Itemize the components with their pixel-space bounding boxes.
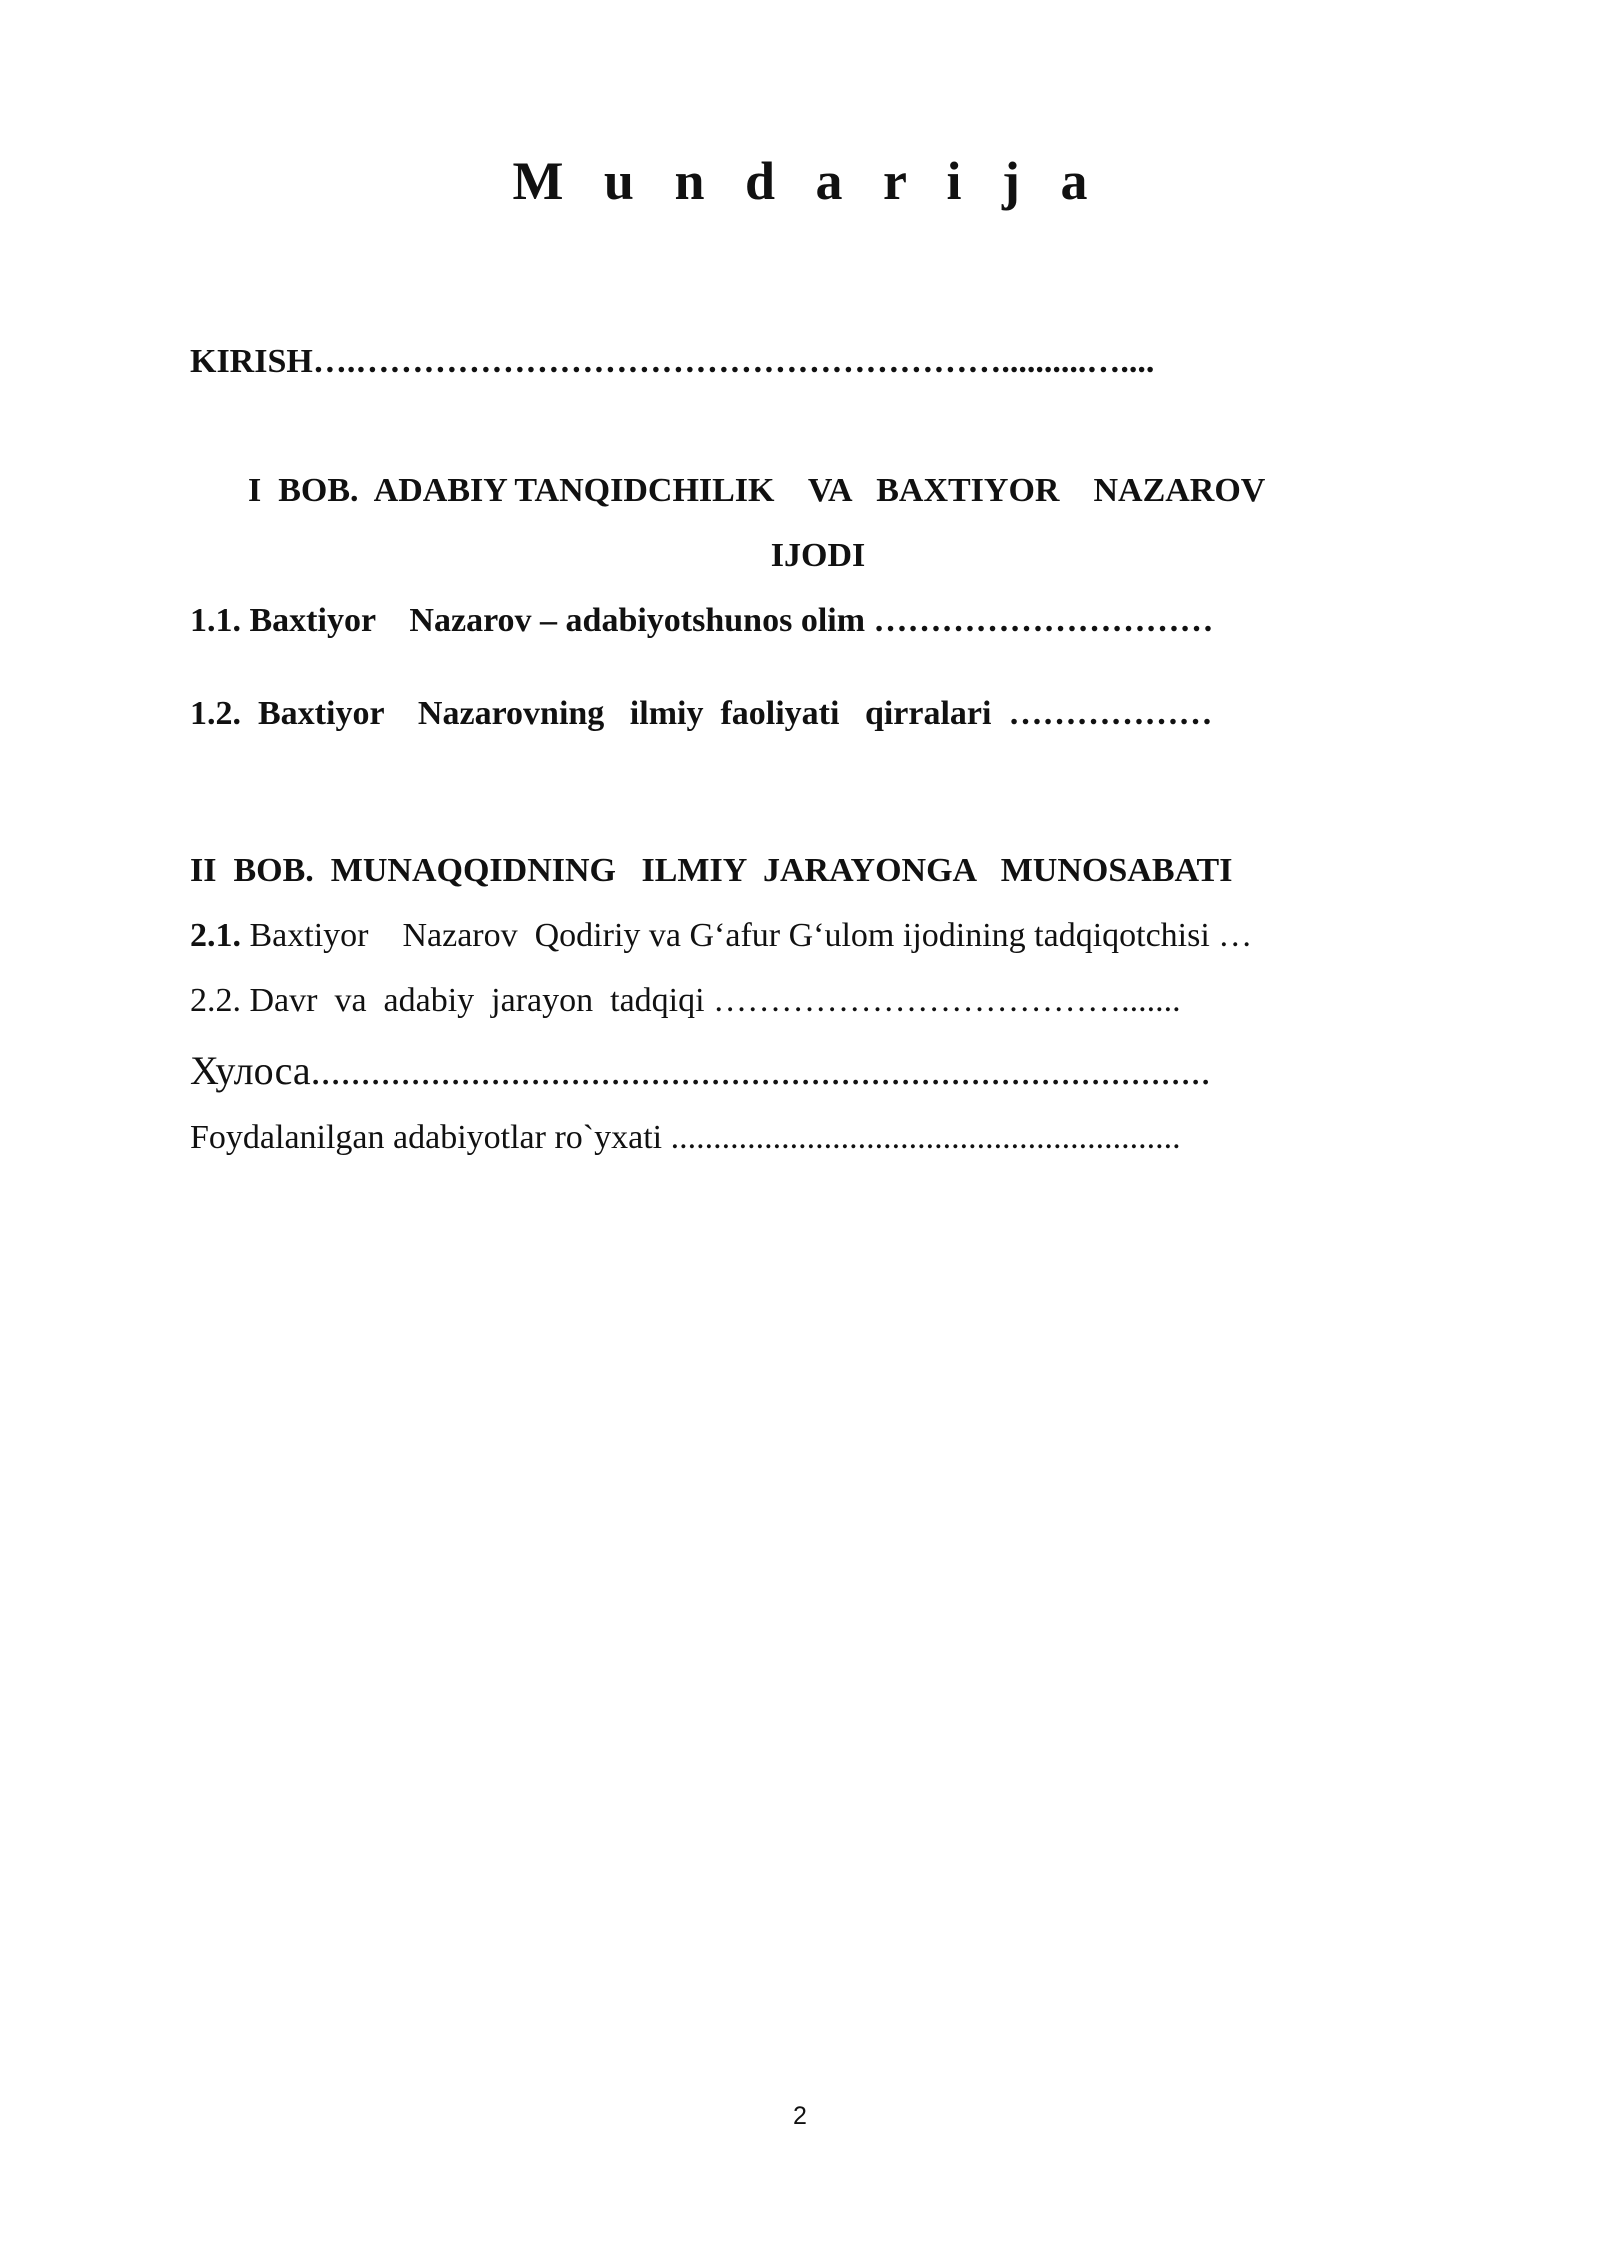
toc-xulosa: Хулоса.......................................................................................... <box>190 1048 1211 1093</box>
page-title: M u n d a r i j a <box>512 151 1088 211</box>
toc-item-1-2: 1.2. Baxtiyor Nazarovning ilmiy faoliyati qirralari ……………… <box>190 695 1213 732</box>
toc-item-2-1-text: Baxtiyor Nazarov Qodiriy va G‘afur G‘ulom ijodining tadqiqotchisi … <box>241 917 1253 954</box>
toc-kirish: KIRISH….…………………………………………………..........….... <box>190 343 1155 380</box>
toc-item-1-1: 1.1. Baxtiyor Nazarov – adabiyotshunos olim ………………………… <box>190 602 1214 639</box>
page-number: 2 <box>793 2102 807 2130</box>
toc-references: Foydalanilgan adabiyotlar ro`yxati ............................................................ <box>190 1119 1181 1156</box>
toc-chapter1-title-cont: IJODI <box>770 537 866 574</box>
toc-item-2-2: 2.2. Davr va adabiy jarayon tadqiqi ………………………………....... <box>190 982 1181 1019</box>
toc-chapter1-title: I BOB. ADABIY TANQIDCHILIK VA BAXTIYOR NAZAROV <box>248 472 1266 509</box>
toc-item-2-1-number: 2.1. <box>190 917 241 954</box>
toc-item-2-1 <box>190 916 1252 956</box>
toc-chapter2-title: II BOB. MUNAQQIDNING ILMIY JARAYONGA MUNOSABATI <box>190 852 1233 889</box>
